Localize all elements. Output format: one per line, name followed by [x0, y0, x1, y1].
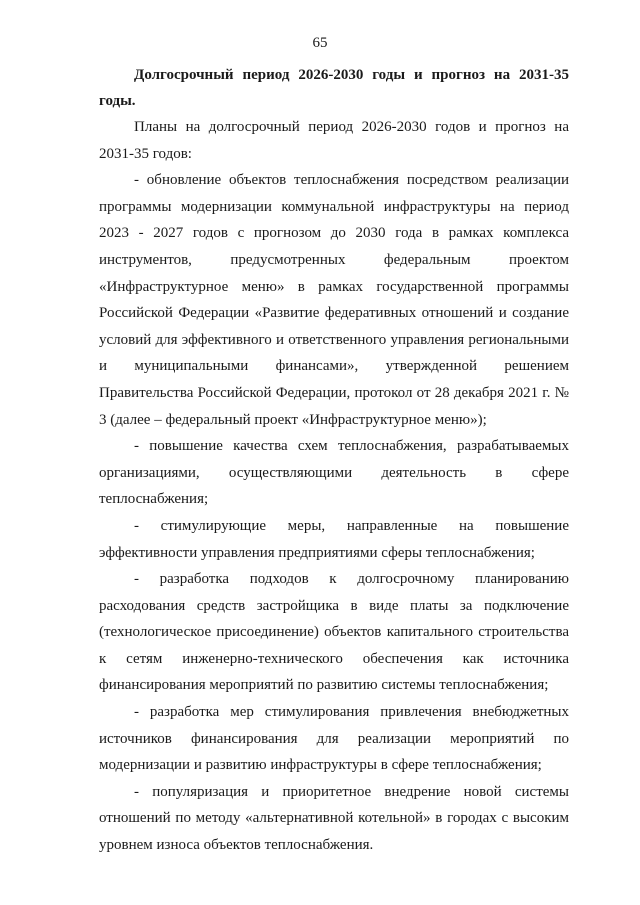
list-item: - разработка подходов к долгосрочному планированию расходования средств застройщика в виде платы за подключение (технологическое присоединение) объектов капитального строительства к сетям инженерно-технического обеспечения как источника финансирования мероприятий по развитию системы теплоснабжения; [99, 571, 569, 694]
page-number: 65 [312, 35, 328, 51]
list-item: - стимулирующие меры, направленные на повышение эффективности управления предприятиями сферы теплоснабжения; [99, 517, 569, 561]
list-item: - разработка мер стимулирования привлечения внебюджетных источников финансирования для реализации мероприятий по модернизации и развитию инфраструктуры в сфере теплоснабжения; [99, 704, 569, 774]
intro-paragraph: Планы на долгосрочный период 2026-2030 годов и прогноз на 2031-35 годов: [99, 119, 569, 162]
list-item: - обновление объектов теплоснабжения посредством реализации программы модернизации коммунальной инфраструктуры на период 2023 - 2027 годов с прогнозом до 2030 года в рамках комплекса инструментов, предусмотренных федеральным проектом «Инфраструктурное меню» в рамках государственной программы Российской Федерации «Развитие федеративных отношений и создание условий для эффективного и ответственного управления региональными и муниципальными финансами», утвержденной решением Правительства Российской Федерации, протокол от 28 декабря 2021 г. № 3 (далее – федеральный проект «Инфраструктурное меню»); [99, 172, 569, 428]
body-text [99, 114, 569, 859]
list-item: - популяризация и приоритетное внедрение новой системы отношений по методу «альтернативной котельной» в городах с высоким уровнем износа объектов теплоснабжения. [99, 783, 569, 854]
list-item: - повышение качества схем теплоснабжения, разрабатываемых организациями, осуществляющими деятельность в сфере теплоснабжения; [99, 438, 569, 508]
section-heading: Долгосрочный период 2026-2030 годы и прогноз на 2031-35 годы. [99, 67, 569, 109]
